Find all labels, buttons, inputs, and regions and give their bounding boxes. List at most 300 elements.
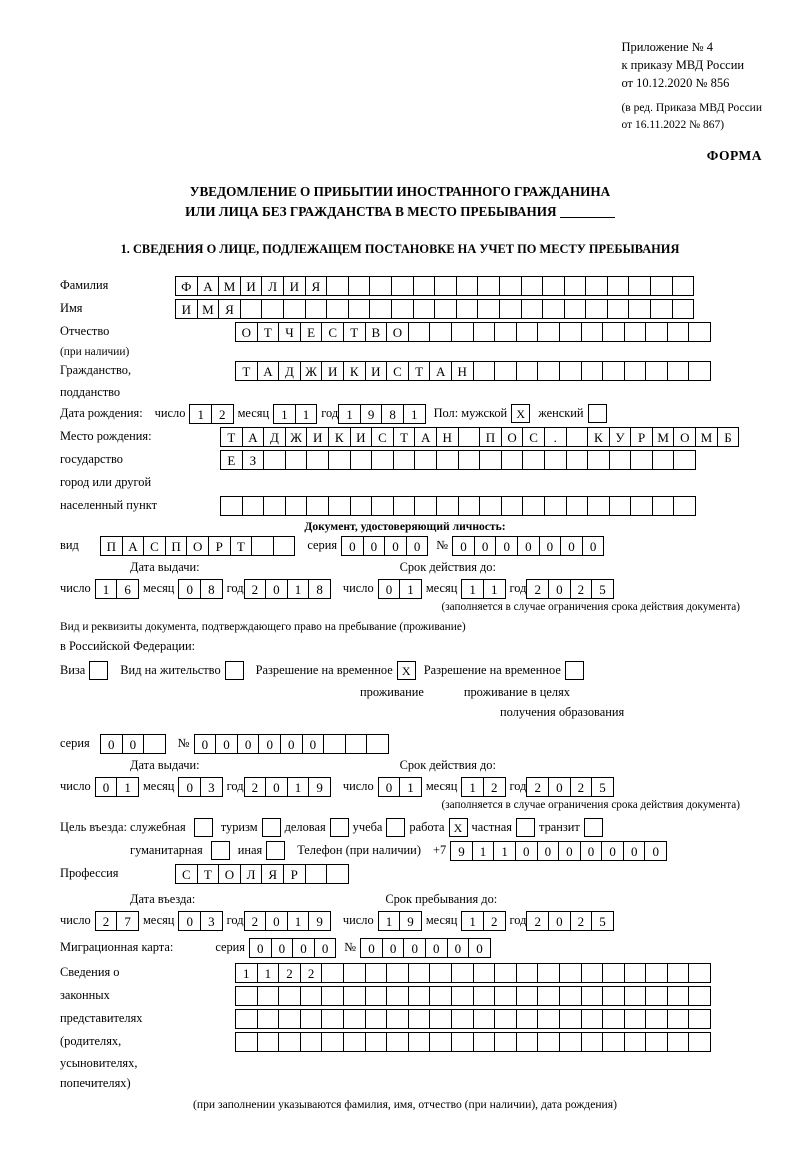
char-cell[interactable]: С [386,361,409,381]
char-cell[interactable] [300,986,323,1006]
char-cell[interactable]: 0 [95,777,118,797]
doc-valid-day-cells[interactable] [378,579,422,599]
name-cells[interactable] [175,299,694,319]
char-cell[interactable] [566,496,589,516]
char-cell[interactable] [328,450,351,470]
char-cell[interactable] [494,322,517,342]
char-cell[interactable]: Т [343,322,366,342]
char-cell[interactable] [456,276,479,296]
perm-issue-month-cells[interactable] [178,777,222,797]
char-cell[interactable] [602,361,625,381]
char-cell[interactable]: 0 [382,938,405,958]
char-cell[interactable] [365,1032,388,1052]
char-cell[interactable]: 1 [472,841,495,861]
char-cell[interactable] [667,963,690,983]
char-cell[interactable]: 9 [450,841,473,861]
char-cell[interactable] [235,1032,258,1052]
char-cell[interactable]: 2 [526,777,549,797]
char-cell[interactable] [516,361,539,381]
char-cell[interactable]: Р [630,427,653,447]
entry-month-cells[interactable] [178,911,222,931]
char-cell[interactable]: 0 [178,911,201,931]
char-cell[interactable]: 0 [265,911,288,931]
char-cell[interactable] [667,986,690,1006]
char-cell[interactable] [516,1032,539,1052]
birth-place-row2-cells[interactable] [220,450,696,470]
char-cell[interactable]: 0 [403,938,426,958]
char-cell[interactable]: 0 [582,536,605,556]
char-cell[interactable] [559,986,582,1006]
char-cell[interactable]: Д [278,361,301,381]
purpose-transit-checkbox[interactable] [584,818,603,837]
char-cell[interactable] [393,496,416,516]
char-cell[interactable]: А [257,361,280,381]
char-cell[interactable] [522,450,545,470]
profession-cells[interactable] [175,864,349,884]
char-cell[interactable]: Ф [175,276,198,296]
char-cell[interactable] [499,276,522,296]
char-cell[interactable]: П [100,536,123,556]
char-cell[interactable]: 0 [258,734,281,754]
char-cell[interactable] [602,1032,625,1052]
char-cell[interactable] [285,496,308,516]
char-cell[interactable] [321,1032,344,1052]
char-cell[interactable] [494,986,517,1006]
char-cell[interactable] [263,450,286,470]
char-cell[interactable]: 0 [539,536,562,556]
char-cell[interactable]: 5 [591,911,614,931]
char-cell[interactable] [566,427,589,447]
char-cell[interactable] [473,322,496,342]
char-cell[interactable]: Н [451,361,474,381]
char-cell[interactable] [386,1032,409,1052]
char-cell[interactable]: С [321,322,344,342]
perm-valid-month-cells[interactable] [461,777,505,797]
char-cell[interactable] [624,963,647,983]
char-cell[interactable] [458,450,481,470]
char-cell[interactable] [326,276,349,296]
char-cell[interactable]: 2 [526,911,549,931]
birth-day-cells[interactable] [189,404,233,424]
char-cell[interactable]: О [673,427,696,447]
char-cell[interactable] [650,276,673,296]
char-cell[interactable]: П [165,536,188,556]
char-cell[interactable] [501,496,524,516]
purpose-private-checkbox[interactable] [516,818,535,837]
char-cell[interactable] [559,361,582,381]
purpose-service-checkbox[interactable] [194,818,213,837]
char-cell[interactable] [283,299,306,319]
char-cell[interactable]: 2 [570,777,593,797]
char-cell[interactable] [451,1032,474,1052]
char-cell[interactable] [516,963,539,983]
char-cell[interactable]: Ж [300,361,323,381]
char-cell[interactable] [564,299,587,319]
char-cell[interactable] [408,986,431,1006]
char-cell[interactable] [251,536,274,556]
char-cell[interactable]: 1 [461,777,484,797]
char-cell[interactable] [628,276,651,296]
char-cell[interactable] [581,1009,604,1029]
char-cell[interactable]: 1 [287,777,310,797]
char-cell[interactable] [479,496,502,516]
char-cell[interactable] [451,322,474,342]
char-cell[interactable]: 2 [244,911,267,931]
legal-row1-cells[interactable] [235,963,711,983]
char-cell[interactable] [365,986,388,1006]
char-cell[interactable] [688,361,711,381]
char-cell[interactable] [434,276,457,296]
char-cell[interactable] [350,450,373,470]
char-cell[interactable]: 1 [338,404,361,424]
char-cell[interactable]: 3 [200,777,223,797]
char-cell[interactable] [371,450,394,470]
char-cell[interactable] [328,496,351,516]
sex-male-checkbox[interactable]: X [511,404,530,423]
char-cell[interactable]: 0 [548,777,571,797]
char-cell[interactable]: 9 [308,911,331,931]
char-cell[interactable]: 1 [461,579,484,599]
char-cell[interactable] [607,299,630,319]
char-cell[interactable]: 6 [116,579,139,599]
char-cell[interactable] [429,986,452,1006]
char-cell[interactable] [436,450,459,470]
sex-female-checkbox[interactable] [588,404,607,423]
char-cell[interactable]: 0 [580,841,603,861]
char-cell[interactable] [581,963,604,983]
char-cell[interactable]: 1 [95,579,118,599]
char-cell[interactable]: 0 [178,579,201,599]
char-cell[interactable] [667,1009,690,1029]
char-cell[interactable]: 0 [194,734,217,754]
char-cell[interactable]: 8 [381,404,404,424]
char-cell[interactable]: 2 [570,911,593,931]
char-cell[interactable]: К [343,361,366,381]
purpose-other-checkbox[interactable] [266,841,285,860]
char-cell[interactable]: 2 [483,911,506,931]
char-cell[interactable]: 0 [644,841,667,861]
char-cell[interactable] [628,299,651,319]
char-cell[interactable] [688,963,711,983]
char-cell[interactable] [326,864,349,884]
char-cell[interactable] [321,1009,344,1029]
char-cell[interactable]: 0 [447,938,470,958]
char-cell[interactable] [645,986,668,1006]
char-cell[interactable] [537,986,560,1006]
char-cell[interactable]: 1 [189,404,212,424]
char-cell[interactable] [451,1009,474,1029]
char-cell[interactable] [624,1009,647,1029]
char-cell[interactable] [365,1009,388,1029]
char-cell[interactable]: М [695,427,718,447]
char-cell[interactable] [386,1009,409,1029]
char-cell[interactable] [650,299,673,319]
char-cell[interactable]: К [328,427,351,447]
char-cell[interactable]: В [365,322,388,342]
entry-year-cells[interactable] [244,911,331,931]
char-cell[interactable]: О [386,322,409,342]
char-cell[interactable]: И [175,299,198,319]
char-cell[interactable] [521,276,544,296]
char-cell[interactable] [667,322,690,342]
char-cell[interactable] [521,299,544,319]
char-cell[interactable]: . [544,427,567,447]
char-cell[interactable]: 2 [483,777,506,797]
char-cell[interactable]: 0 [548,579,571,599]
char-cell[interactable] [559,963,582,983]
char-cell[interactable] [257,986,280,1006]
char-cell[interactable]: 0 [314,938,337,958]
char-cell[interactable] [278,1032,301,1052]
surname-cells[interactable] [175,276,694,296]
char-cell[interactable]: Я [218,299,241,319]
char-cell[interactable]: Т [197,864,220,884]
char-cell[interactable] [408,1009,431,1029]
doc-valid-year-cells[interactable] [526,579,613,599]
char-cell[interactable] [581,1032,604,1052]
char-cell[interactable] [300,1009,323,1029]
char-cell[interactable]: 0 [406,536,429,556]
edu-residence-checkbox[interactable] [565,661,584,680]
char-cell[interactable] [306,450,329,470]
char-cell[interactable] [365,963,388,983]
char-cell[interactable] [343,986,366,1006]
char-cell[interactable]: 9 [399,911,422,931]
char-cell[interactable]: Т [408,361,431,381]
char-cell[interactable] [630,496,653,516]
char-cell[interactable] [652,496,675,516]
char-cell[interactable]: Р [283,864,306,884]
char-cell[interactable] [345,734,368,754]
char-cell[interactable] [672,276,695,296]
char-cell[interactable] [413,276,436,296]
legal-row3-cells[interactable] [235,1009,711,1029]
char-cell[interactable]: А [429,361,452,381]
char-cell[interactable]: 1 [493,841,516,861]
char-cell[interactable] [559,1009,582,1029]
char-cell[interactable]: С [143,536,166,556]
char-cell[interactable]: 9 [308,777,331,797]
char-cell[interactable] [673,496,696,516]
stay-year-cells[interactable] [526,911,613,931]
purpose-study-checkbox[interactable] [386,818,405,837]
char-cell[interactable] [673,450,696,470]
char-cell[interactable] [688,322,711,342]
phone-cells[interactable] [450,841,667,861]
char-cell[interactable] [672,299,695,319]
char-cell[interactable] [667,1032,690,1052]
char-cell[interactable] [559,322,582,342]
char-cell[interactable]: 0 [495,536,518,556]
char-cell[interactable]: 1 [116,777,139,797]
char-cell[interactable] [257,1009,280,1029]
char-cell[interactable] [542,276,565,296]
char-cell[interactable]: 1 [378,911,401,931]
char-cell[interactable] [348,276,371,296]
char-cell[interactable]: С [175,864,198,884]
char-cell[interactable] [667,361,690,381]
doc-number-cells[interactable] [452,536,604,556]
char-cell[interactable] [321,963,344,983]
char-cell[interactable]: 0 [292,938,315,958]
char-cell[interactable] [306,496,329,516]
char-cell[interactable]: 0 [537,841,560,861]
char-cell[interactable]: 1 [273,404,296,424]
birth-month-cells[interactable] [273,404,317,424]
legal-row4-cells[interactable] [235,1032,711,1052]
char-cell[interactable] [242,496,265,516]
char-cell[interactable] [587,450,610,470]
doc-kind-cells[interactable] [100,536,295,556]
char-cell[interactable] [477,276,500,296]
char-cell[interactable]: 0 [280,734,303,754]
char-cell[interactable]: А [242,427,265,447]
char-cell[interactable] [473,361,496,381]
citizenship-cells[interactable] [235,361,711,381]
char-cell[interactable]: 0 [623,841,646,861]
char-cell[interactable] [537,1032,560,1052]
char-cell[interactable] [581,361,604,381]
char-cell[interactable]: 1 [287,579,310,599]
char-cell[interactable]: 0 [265,579,288,599]
char-cell[interactable] [544,450,567,470]
char-cell[interactable] [386,986,409,1006]
char-cell[interactable]: Ч [278,322,301,342]
char-cell[interactable]: Р [208,536,231,556]
char-cell[interactable] [436,496,459,516]
char-cell[interactable] [602,963,625,983]
char-cell[interactable]: 8 [308,579,331,599]
char-cell[interactable] [537,963,560,983]
char-cell[interactable] [143,734,166,754]
char-cell[interactable] [408,963,431,983]
char-cell[interactable]: 0 [178,777,201,797]
purpose-work-checkbox[interactable]: X [449,818,468,837]
char-cell[interactable]: 0 [474,536,497,556]
stay-day-cells[interactable] [378,911,422,931]
char-cell[interactable] [624,361,647,381]
char-cell[interactable]: 8 [200,579,223,599]
residence-checkbox[interactable] [225,661,244,680]
char-cell[interactable] [429,1009,452,1029]
char-cell[interactable]: 1 [235,963,258,983]
char-cell[interactable] [537,1009,560,1029]
char-cell[interactable] [257,1032,280,1052]
char-cell[interactable] [429,963,452,983]
char-cell[interactable] [326,299,349,319]
char-cell[interactable]: Д [263,427,286,447]
char-cell[interactable] [602,986,625,1006]
char-cell[interactable] [369,276,392,296]
char-cell[interactable] [516,322,539,342]
char-cell[interactable]: 1 [399,777,422,797]
char-cell[interactable] [559,1032,582,1052]
char-cell[interactable] [451,963,474,983]
char-cell[interactable] [458,427,481,447]
char-cell[interactable] [414,496,437,516]
char-cell[interactable]: 0 [271,938,294,958]
char-cell[interactable]: 0 [558,841,581,861]
char-cell[interactable]: 1 [461,911,484,931]
char-cell[interactable] [602,1009,625,1029]
char-cell[interactable]: 0 [302,734,325,754]
purpose-tourism-checkbox[interactable] [262,818,281,837]
char-cell[interactable] [429,1032,452,1052]
char-cell[interactable]: Л [261,276,284,296]
char-cell[interactable] [473,986,496,1006]
char-cell[interactable] [645,361,668,381]
doc-issue-day-cells[interactable] [95,579,139,599]
char-cell[interactable] [544,496,567,516]
char-cell[interactable]: З [242,450,265,470]
char-cell[interactable] [343,963,366,983]
char-cell[interactable] [473,1032,496,1052]
char-cell[interactable]: 9 [360,404,383,424]
char-cell[interactable]: 2 [526,579,549,599]
char-cell[interactable]: О [218,864,241,884]
char-cell[interactable]: 0 [100,734,123,754]
char-cell[interactable]: О [501,427,524,447]
perm-valid-year-cells[interactable] [526,777,613,797]
char-cell[interactable]: 0 [601,841,624,861]
entry-day-cells[interactable] [95,911,139,931]
char-cell[interactable] [494,1032,517,1052]
char-cell[interactable] [300,1032,323,1052]
visa-checkbox[interactable] [89,661,108,680]
char-cell[interactable]: 0 [515,841,538,861]
char-cell[interactable] [624,322,647,342]
char-cell[interactable] [630,450,653,470]
doc-issue-month-cells[interactable] [178,579,222,599]
char-cell[interactable] [479,450,502,470]
char-cell[interactable] [414,450,437,470]
char-cell[interactable] [285,450,308,470]
char-cell[interactable]: 5 [591,579,614,599]
char-cell[interactable] [645,1032,668,1052]
char-cell[interactable]: 0 [468,938,491,958]
char-cell[interactable]: 0 [384,536,407,556]
char-cell[interactable]: 0 [517,536,540,556]
char-cell[interactable] [413,299,436,319]
stay-month-cells[interactable] [461,911,505,931]
birth-year-cells[interactable] [338,404,425,424]
char-cell[interactable]: 0 [360,938,383,958]
char-cell[interactable]: И [350,427,373,447]
char-cell[interactable] [278,1009,301,1029]
char-cell[interactable]: Я [305,276,328,296]
char-cell[interactable] [624,986,647,1006]
char-cell[interactable]: 0 [215,734,238,754]
char-cell[interactable]: С [371,427,394,447]
char-cell[interactable] [235,986,258,1006]
char-cell[interactable] [688,1009,711,1029]
char-cell[interactable]: 0 [452,536,475,556]
char-cell[interactable]: 2 [95,911,118,931]
char-cell[interactable] [537,322,560,342]
legal-row2-cells[interactable] [235,986,711,1006]
char-cell[interactable]: И [240,276,263,296]
char-cell[interactable]: Н [436,427,459,447]
char-cell[interactable]: 0 [237,734,260,754]
char-cell[interactable] [263,496,286,516]
purpose-business-checkbox[interactable] [330,818,349,837]
patronymic-cells[interactable] [235,322,711,342]
char-cell[interactable]: 1 [257,963,280,983]
char-cell[interactable]: 0 [341,536,364,556]
birth-place-row3-cells[interactable] [220,496,696,516]
char-cell[interactable]: 1 [403,404,426,424]
char-cell[interactable] [688,986,711,1006]
